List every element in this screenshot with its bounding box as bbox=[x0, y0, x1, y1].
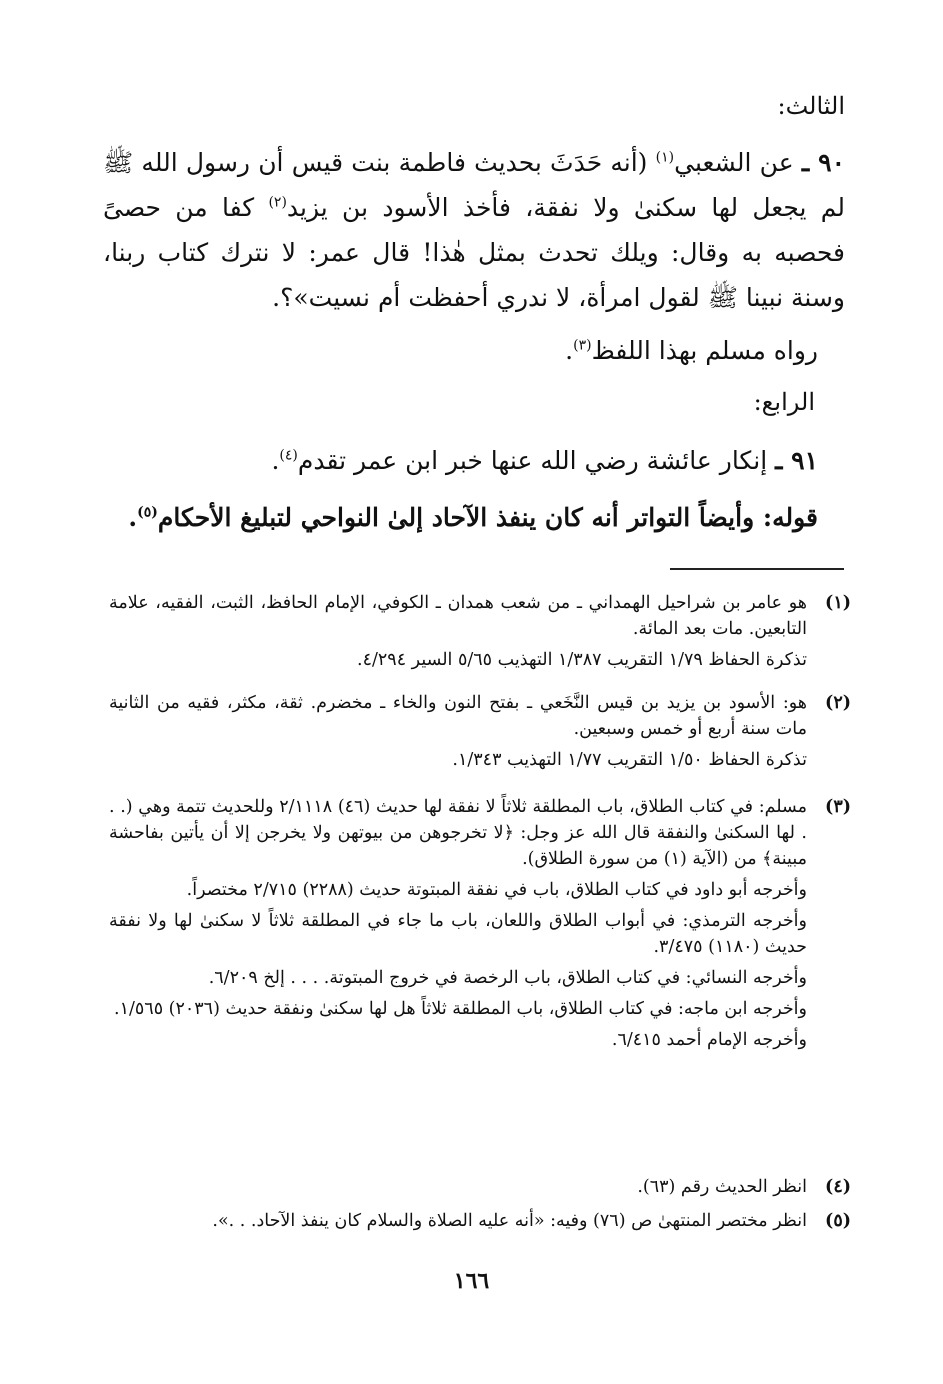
section-heading-third bbox=[545, 92, 845, 120]
footnote-3 bbox=[109, 794, 851, 1058]
statement-paragraph bbox=[98, 495, 818, 540]
footnote-4 bbox=[109, 1174, 851, 1205]
footnote-line: تذكرة الحفاظ ١/٧٩ التقريب ١/٣٨٧ التهذيب ٥/٦٥ السير ٤/٢٩٤. bbox=[357, 650, 807, 670]
footnote-number: (٥) bbox=[825, 1211, 851, 1231]
hadith-number: ٩٠ ـ bbox=[801, 148, 846, 177]
footnote-5 bbox=[109, 1208, 851, 1239]
footnote-ref-4[interactable]: (٤) bbox=[279, 447, 298, 464]
footnote-line: وأخرجه الإمام أحمد ٦/٤١٥. bbox=[611, 1030, 807, 1050]
page-number: ١٦٦ bbox=[453, 1268, 490, 1294]
statement-text: وأيضاً التواتر أنه كان ينفذ الآحاد إلىٰ النواحي لتبليغ الأحكام bbox=[157, 503, 755, 532]
footnote-line: هو عامر بن شراحيل الهمداني ـ من شعب همدان ـ الكوفي، الإمام الحافظ، الثبت، الفقيه، علامة التابعين. مات بعد المائة. bbox=[109, 593, 807, 639]
footnote-line: تذكرة الحفاظ ١/٥٠ التقريب ١/٧٧ التهذيب ١/٣٤٣. bbox=[452, 750, 807, 770]
statement-end: . bbox=[128, 503, 138, 532]
section-heading-third-text: الثالث: bbox=[777, 92, 845, 120]
footnote-line: وأخرجه النسائي: في كتاب الطلاق، باب الرخصة في خروج المبتوتة. . . . إلخ ٦/٢٠٩. bbox=[208, 968, 807, 988]
hadith-text: إنكار عائشة رضي الله عنها خبر ابن عمر تقدم bbox=[297, 446, 768, 475]
hadith-end: . bbox=[271, 446, 280, 475]
footnote-line: انظر الحديث رقم (٦٣). bbox=[637, 1177, 807, 1197]
statement-label: قوله: bbox=[762, 503, 818, 532]
footnote-line: وأخرجه الترمذي: في أبواب الطلاق واللعان، باب ما جاء في المطلقة ثلاثاً لا سكنىٰ لها ولا نفقة حديث (١١٨٠) ٣/٤٧٥. bbox=[109, 911, 807, 957]
footnote-number: (٢) bbox=[825, 693, 851, 713]
hadith-91-paragraph bbox=[118, 438, 818, 483]
footnote-number: (٤) bbox=[825, 1177, 851, 1197]
footnote-line: انظر مختصر المنتهىٰ ص (٧٦) وفيه: «أنه عليه الصلاة والسلام كان ينفذ الآحاد. . .». bbox=[212, 1211, 807, 1231]
footnote-ref-3[interactable]: (٣) bbox=[573, 337, 592, 354]
footnote-1 bbox=[109, 590, 851, 678]
footnote-ref-1[interactable]: (١) bbox=[655, 149, 675, 166]
footnote-number: (٣) bbox=[825, 797, 851, 817]
footnote-2 bbox=[109, 690, 851, 778]
section-heading-fourth-text: الرابع: bbox=[753, 388, 815, 416]
narration-end: . bbox=[565, 336, 574, 365]
footnote-separator bbox=[670, 568, 844, 570]
narration-line bbox=[218, 328, 818, 373]
section-heading-fourth bbox=[515, 388, 815, 416]
footnote-line: وأخرجه أبو داود في كتاب الطلاق، باب في نفقة المبتوتة حديث (٢٢٨٨) ٢/٧١٥ مختصراً. bbox=[186, 880, 807, 900]
narration-text: رواه مسلم بهذا اللفظ bbox=[591, 336, 818, 365]
hadith-number: ٩١ ـ bbox=[775, 446, 818, 475]
footnote-ref-5[interactable]: (٥) bbox=[137, 504, 158, 521]
hadith-text: كفا من حصىً فحصبه به وقال: ويلك تحدث بمثل هٰذا! قال عمر: لا نترك كتاب ربنا، وسنة نبينا ﷺ لقول امرأة، لا ندري أحفظت أم نسيت»؟. bbox=[103, 193, 845, 312]
hadith-90-paragraph bbox=[103, 140, 845, 320]
footnote-line: وأخرجه ابن ماجه: في كتاب الطلاق، باب المطلقة ثلاثاً هل لها سكنىٰ ونفقة حديث (٢٠٣٦) ١/٥٦٥. bbox=[114, 999, 807, 1019]
footnote-ref-2[interactable]: (٢) bbox=[268, 194, 287, 211]
footnote-line: مسلم: في كتاب الطلاق، باب المطلقة ثلاثاً لا نفقة لها حديث (٤٦) ٢/١١١٨ وللحديث تتمة وهي (. . . لها السكنىٰ والنفقة قال الله عز وجل: ﴿لا تخرجوهن من بيوتهن ولا يخرجن إلا أن يأتين بفاحشة مبينة﴾ من (الآية (١) من سورة الطلاق). bbox=[109, 797, 808, 869]
hadith-text: (أنه حَدَثَ بحديث فاطمة بنت قيس أن رسول الله ﷺ لم يجعل لها سكنىٰ ولا نفقة، فأخذ الأسود بن يزيد bbox=[103, 148, 846, 222]
hadith-text: عن الشعبي bbox=[674, 148, 794, 177]
footnote-number: (١) bbox=[825, 593, 851, 613]
footnote-line: هو: الأسود بن يزيد بن قيس النَّخَعي ـ بفتح النون والخاء ـ مخضرم. ثقة، مكثر، فقيه من الثانية مات سنة أربع أو خمس وسبعين. bbox=[109, 693, 807, 739]
